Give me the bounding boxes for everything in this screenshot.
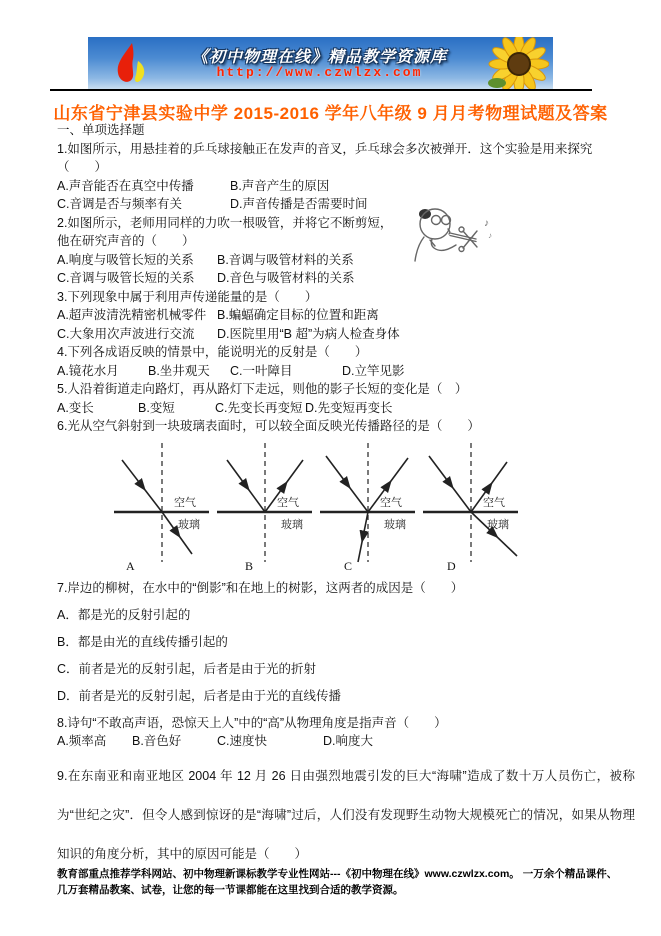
question-4-stem: 4.下列各成语反映的情景中，能说明光的反射是（ ）	[57, 345, 368, 359]
diagram-option-d	[421, 440, 521, 576]
option-c: C.音调与吸管长短的关系	[57, 271, 195, 285]
option-d: D.声音传播是否需要时间	[230, 197, 368, 211]
site-url: http://www.czwlzx.com	[216, 65, 423, 81]
air-label: 空气	[380, 496, 402, 509]
option-d: D．前者是光的反射引起，后者是由于光的直线传播	[57, 688, 342, 703]
music-note-small-icon: ♪	[488, 231, 492, 240]
option-b: B．都是由光的直线传播引起的	[57, 634, 228, 649]
option-b: B.坐井观天	[148, 363, 210, 378]
option-c: C.速度快	[217, 734, 268, 748]
question-5	[57, 380, 635, 417]
option-b: B.声音产生的原因	[230, 178, 330, 193]
section-heading: 一、单项选择题	[57, 123, 145, 137]
flame-red-shape	[118, 43, 134, 82]
option-d: D.先变短再变长	[305, 400, 393, 415]
site-banner	[88, 37, 553, 90]
question-8	[57, 714, 635, 751]
question-3-stem: 3.下列现象中属于利用声传递能量的是（ ）	[57, 289, 318, 304]
air-label: 空气	[174, 496, 196, 509]
incident-ray	[227, 460, 265, 512]
option-c: C.音调是否与频率有关	[57, 197, 183, 211]
option-c: C.大象用次声波进行交流	[57, 326, 195, 341]
question-1	[57, 140, 635, 214]
question-7-stem: 7.岸边的柳树，在水中的“倒影”和在地上的树影，这两者的成因是（ ）	[57, 580, 464, 595]
footer-line-2: 几万套精品教案、试卷，让您的每一节课都能在这里找到合适的教学资源。	[57, 884, 404, 896]
option-a: A.变长	[57, 400, 94, 415]
option-d: D.医院里用“B 超”为病人检查身体	[217, 326, 400, 341]
option-c: C.一叶障目	[230, 363, 293, 378]
question-1-answer-blank: （ ）	[57, 160, 108, 174]
option-a: A.声音能否在真空中传播	[57, 178, 194, 193]
option-b: B.音调与吸管材料的关系	[217, 252, 354, 267]
option-d: D.音色与吸管材料的关系	[217, 271, 355, 285]
question-2-options-row-2	[57, 269, 635, 288]
question-6-figure	[57, 440, 635, 576]
diagram-option-a	[112, 440, 212, 576]
option-b: B.变短	[138, 400, 175, 415]
question-2-stem-line-1: 2.如图所示，老师用同样的力吹一根吸管，并将它不断剪短，	[57, 215, 393, 230]
option-b: B.音色好	[132, 734, 182, 748]
question-5-options	[57, 399, 635, 418]
glass-label: 玻璃	[487, 518, 509, 531]
question-3-options-row-2	[57, 325, 635, 344]
option-c: C.先变长再变短	[215, 400, 303, 415]
glass-label: 玻璃	[281, 518, 303, 531]
footer-line-1: 教育部重点推荐学科网站、初中物理新课标教学专业性网站---《初中物理在线》www.czwlzx.com。 一万余个精品课件、	[57, 868, 618, 880]
site-title: 《初中物理在线》精品教学资源库	[191, 48, 447, 66]
banner-text	[152, 49, 487, 81]
question-9	[57, 757, 635, 874]
diagram-option-b	[215, 440, 315, 576]
incident-ray	[122, 460, 162, 512]
question-2-options-row-1	[57, 251, 635, 270]
option-b: B.蝙蝠确定目标的位置和距离	[217, 308, 379, 322]
exam-body	[57, 121, 635, 874]
flame-logo-icon	[110, 41, 152, 87]
diagram-letter: B	[245, 558, 254, 573]
question-1-options-row-2	[57, 195, 635, 214]
option-d: D.响度大	[323, 734, 374, 748]
incident-ray	[429, 456, 471, 512]
glass-label: 玻璃	[178, 518, 200, 531]
question-3-options-row-1	[57, 306, 635, 325]
music-note-icon: ♪	[484, 218, 489, 229]
question-2-stem-line-2: 他在研究声音的（ ）	[57, 234, 195, 248]
incident-ray	[326, 456, 368, 512]
option-a: A．都是光的反射引起的	[57, 607, 191, 622]
page-title: 山东省宁津县实验中学 2015-2016 学年八年级 9 月月考物理试题及答案	[53, 104, 608, 123]
question-5-stem: 5.人沿着街道走向路灯，再从路灯下走远，则他的影子长短的变化是（ ）	[57, 382, 468, 396]
question-3	[57, 288, 635, 344]
option-a: A.超声波清洗精密机械零件	[57, 308, 207, 322]
question-6	[57, 417, 635, 576]
question-1-stem: 1.如图所示，用悬挂着的乒乓球接触正在发声的音叉，乒乓球会多次被弹开．这个实验是用来探究	[57, 141, 593, 156]
diagram-option-c	[318, 440, 418, 576]
flame-yellow-shape	[135, 61, 144, 82]
header-divider	[50, 89, 592, 91]
question-4-options	[57, 362, 635, 381]
question-8-options	[57, 732, 635, 751]
option-a: A.响度与吸管长短的关系	[57, 252, 194, 267]
option-a: A.镜花水月	[57, 363, 119, 378]
diagram-letter: C	[344, 558, 353, 573]
question-8-stem: 8.诗句“不敢高声语，恐惊天上人”中的“高”从物理角度是指声音（ ）	[57, 715, 447, 730]
diagram-letter: D	[447, 558, 456, 573]
option-c: C．前者是光的反射引起，后者是由于光的折射	[57, 661, 317, 676]
page-footer	[57, 866, 632, 898]
sunflower-center	[508, 53, 530, 75]
glass-label: 玻璃	[384, 518, 406, 531]
question-9-stem: 9.在东南亚和南亚地区 2004 年 12 月 26 日由强烈地震引发的巨大“海啸”造成了数十万人员伤亡，被称为“世纪之灾”．但令人感到惊讶的是“海啸”过后，人们没有发现野生动物大规模死亡的情况，如果从物理知识的角度分析，其中的原因可能是（ ）	[57, 768, 635, 861]
question-4	[57, 343, 635, 380]
sunflower-icon	[487, 37, 549, 90]
question-2	[57, 214, 635, 288]
option-a: A.频率高	[57, 734, 107, 748]
question-7	[57, 579, 635, 706]
sunflower-leaf	[488, 78, 506, 88]
option-d: D.立竿见影	[342, 363, 405, 378]
diagram-letter: A	[126, 558, 135, 573]
air-label: 空气	[277, 496, 299, 509]
question-6-stem: 6.光从空气斜射到一块玻璃表面时，可以较全面反映光传播路径的是（ ）	[57, 419, 480, 433]
question-1-options-row-1	[57, 177, 635, 196]
air-label: 空气	[483, 496, 505, 509]
refracted-ray	[358, 512, 368, 562]
